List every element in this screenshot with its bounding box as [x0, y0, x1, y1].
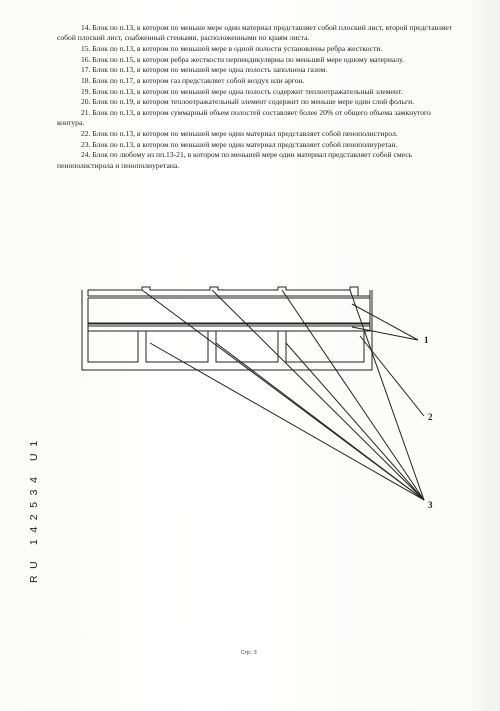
leaders-callout-2: [360, 336, 424, 416]
claim-20: 20. Блок по п.19, в котором теплоотражательный элемент содержит по меньше мере один слой фольги.: [81, 97, 415, 107]
page-number: Стр.: 3: [241, 650, 257, 656]
callout-2: 2: [428, 412, 433, 422]
claim-23: 23. Блок по п.13, в котором по меньшей мере один материал представляет собой пенополиуретан.: [81, 139, 398, 149]
scan-edge-shade: [470, 0, 500, 711]
claim-17: 17. Блок по п.13, в котором по меньшей мере одна полость заполнена газом.: [81, 65, 328, 75]
callout-3: 3: [428, 500, 433, 510]
document-id-vertical: [28, 408, 42, 583]
claim-24: 24. Блок по любому из пп.13-21, в котором по меньшей мере один материал представляет собой смесь пенополистирола и пенополиуретана.: [57, 150, 413, 170]
claim-16: 16. Блок по п.15, в котором ребра жесткости перпендикулярны по меньшей мере одному материалу.: [81, 54, 405, 64]
top-sheet: [88, 287, 370, 298]
middle-layer: [88, 298, 370, 331]
callout-1: 1: [424, 335, 429, 345]
leaders-callout-1: [352, 304, 418, 340]
claim-14: 14. Блок по п.13, в котором по меньше мере один материал представляет собой плоский лист, второй представляет собой плоский лист, снабженный стенками, расположенными по краям листа.: [57, 23, 453, 43]
leaders-callout-3: [142, 290, 424, 500]
claim-15: 15. Блок по п.13, в котором по меньшей мере в одной полости установлены ребра жесткости.: [81, 43, 383, 53]
claim-18: 18. Блок по п.17, в котором газ представляет собой воздух или аргон.: [81, 76, 305, 86]
claim-21: 21. Блок по п.13, в котором суммарный объем полостей составляет более 20% от общего объема замкнутого контура.: [57, 108, 431, 128]
document-id: RU 142534 U1: [28, 434, 40, 583]
claim-19: 19. Блок по п.13, в котором по меньшей мере одна полость содержит теплоотражательный элемент.: [81, 86, 403, 96]
claim-22: 22. Блок по п.13, в котором по меньшей мере один материал представляет собой пенополистирол.: [81, 129, 398, 139]
